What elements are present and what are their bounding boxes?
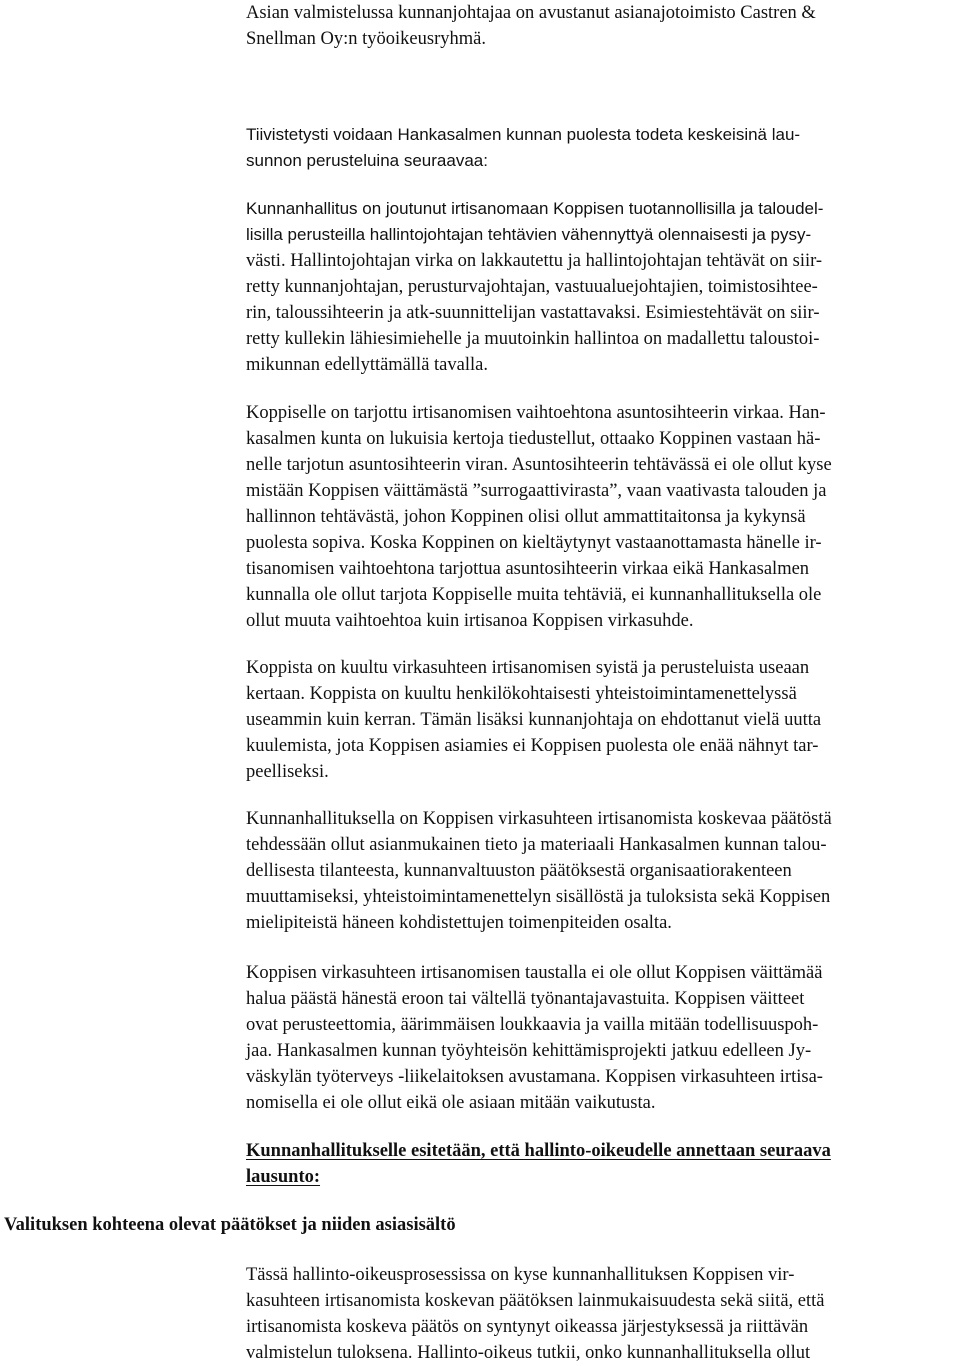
paragraph-2 [246,400,958,634]
text-line: Kunnanhallituksella on Koppisen virkasuhteen irtisanomista koskevaa päätöstä [246,809,832,829]
text-line: kasalmen kunta on lukuisia kertoja tiedustellut, ottaako Koppinen vastaan hä- [246,429,821,449]
text-line: hallinnon tehtävästä, johon Koppinen olisi ollut ammattitaitonsa ja kykynsä [246,507,806,527]
text-line: Koppisen virkasuhteen irtisanomisen taustalla ei ole ollut Koppisen väittämää [246,963,823,983]
summary-heading [246,122,958,174]
text-line: kunnalla ole ollut tarjota Koppiselle muita tehtäviä, ei kunnanhallituksella ole [246,585,822,605]
paragraph-3 [246,655,958,785]
text-line: puolesta sopiva. Koska Koppinen on kieltäytynyt vastaanottamasta hänelle ir- [246,533,822,553]
text-line: kasuhteen irtisanomista koskevan päätöksen lainmukaisuudesta sekä siitä, että [246,1291,825,1311]
section-heading: Valituksen kohteena olevat päätökset ja niiden asiasisältö [4,1215,456,1235]
text-line: useammin kuin kerran. Tämän lisäksi kunnanjohtaja on ehdottanut vielä uutta [246,710,822,730]
paragraph-5 [246,960,958,1116]
text-line: nomisella ei ole ollut eikä ole asiaan mitään vaikutusta. [246,1093,656,1113]
text-line: retty kullekin lähiesimiehelle ja muutoinkin hallintoa on madallettu taloustoi- [246,329,820,349]
text-line: ovat perusteettomia, äärimmäisen loukkaavia ja vailla mitään todellisuuspoh- [246,1015,819,1035]
text-line: irtisanomista koskeva päätös on syntynyt oikeassa järjestyksessä ja riittävän [246,1317,809,1337]
text-line: Asian valmistelussa kunnanjohtajaa on avustanut asianajotoimisto Castren & [246,3,816,23]
text-line: lisilla perusteilla hallintojohtajan tehtävien vähennyttyä olennaisesti ja pysy- [246,225,812,244]
intro-paragraph [246,0,958,52]
text-line: mikunnan edellyttämällä tavalla. [246,355,488,375]
text-line: sunnon perusteluina seuraavaa: [246,151,488,170]
text-line: Kunnanhallitus on joutunut irtisanomaan Koppisen tuotannollisilla ja taloudel- [246,199,824,218]
text-line: Kunnanhallitukselle esitetään, että hallinto-oikeudelle annettaan seuraava [246,1141,831,1161]
text-line: halua päästä hänestä eroon tai vältellä työnantajavastuita. Koppisen väitteet [246,989,805,1009]
text-line: ollut muuta vaihtoehtoa kuin irtisanoa Koppisen virkasuhde. [246,611,694,631]
text-line: muuttamiseksi, yhteistoimintamenettelyn sisällöstä ja tuloksista sekä Koppisen [246,887,831,907]
text-line: mielipiteistä häneen kohdistettujen toimenpiteiden osalta. [246,913,672,933]
text-line: tehdessään ollut asianmukainen tieto ja materiaali Hankasalmen kunnan talou- [246,835,827,855]
proposal-heading [246,1138,958,1190]
text-line: lausunto: [246,1167,321,1187]
text-line: nelle tarjotun asuntosihteerin viran. Asuntosihteerin tehtävässä ei ole ollut kyse [246,455,832,475]
text-line: tisanomisen vaihtoehtona tarjottua asuntosihteerin virkaa eikä Hankasalmen [246,559,810,579]
paragraph-1 [246,196,958,378]
text-line: jaa. Hankasalmen kunnan työyhteisön kehittämisprojekti jatkuu edelleen Jy- [246,1041,812,1061]
text-line: kuulemista, jota Koppisen asiamies ei Koppisen puolesta ole enää nähnyt tar- [246,736,819,756]
text-line: Tässä hallinto-oikeusprosessissa on kyse kunnanhallituksen Koppisen vir- [246,1265,795,1285]
text-line: Koppista on kuultu virkasuhteen irtisanomisen syistä ja perusteluista useaan [246,658,810,678]
text-line: Koppiselle on tarjottu irtisanomisen vaihtoehtona asuntosihteerin virkaa. Han- [246,403,826,423]
text-line: västi. Hallintojohtajan virka on lakkautettu ja hallintojohtajan tehtävät on siir- [246,251,823,271]
text-line: väskylän työterveys -liikelaitoksen avustamana. Koppisen virkasuhteen irtisa- [246,1067,823,1087]
paragraph-4 [246,806,958,936]
text-line: peelliseksi. [246,762,329,782]
text-line: dellisesta tilanteesta, kunnanvaltuuston päätöksestä organisaatiorakenteen [246,861,792,881]
text-line: mistään Koppisen väittämästä ”surrogaattivirasta”, vaan vaativasta talouden ja [246,481,827,501]
text-line: kertaan. Koppista on kuultu henkilökohtaisesti yhteistoimintamenettelyssä [246,684,797,704]
text-line: retty kunnanjohtajan, perusturvajohtajan, vastuualuejohtajien, toimistosihtee- [246,277,818,297]
paragraph-6 [246,1262,958,1366]
text-line: valmistelun tuloksena. Hallinto-oikeus tutkii, onko kunnanhallituksella ollut [246,1343,811,1363]
text-line: Snellman Oy:n työoikeusryhmä. [246,29,486,49]
text-line: rin, taloussihteerin ja atk-suunnittelijan vastattavaksi. Esimiestehtävät on siir- [246,303,820,323]
text-line: Tiivistetysti voidaan Hankasalmen kunnan puolesta todeta keskeisinä lau- [246,125,801,144]
